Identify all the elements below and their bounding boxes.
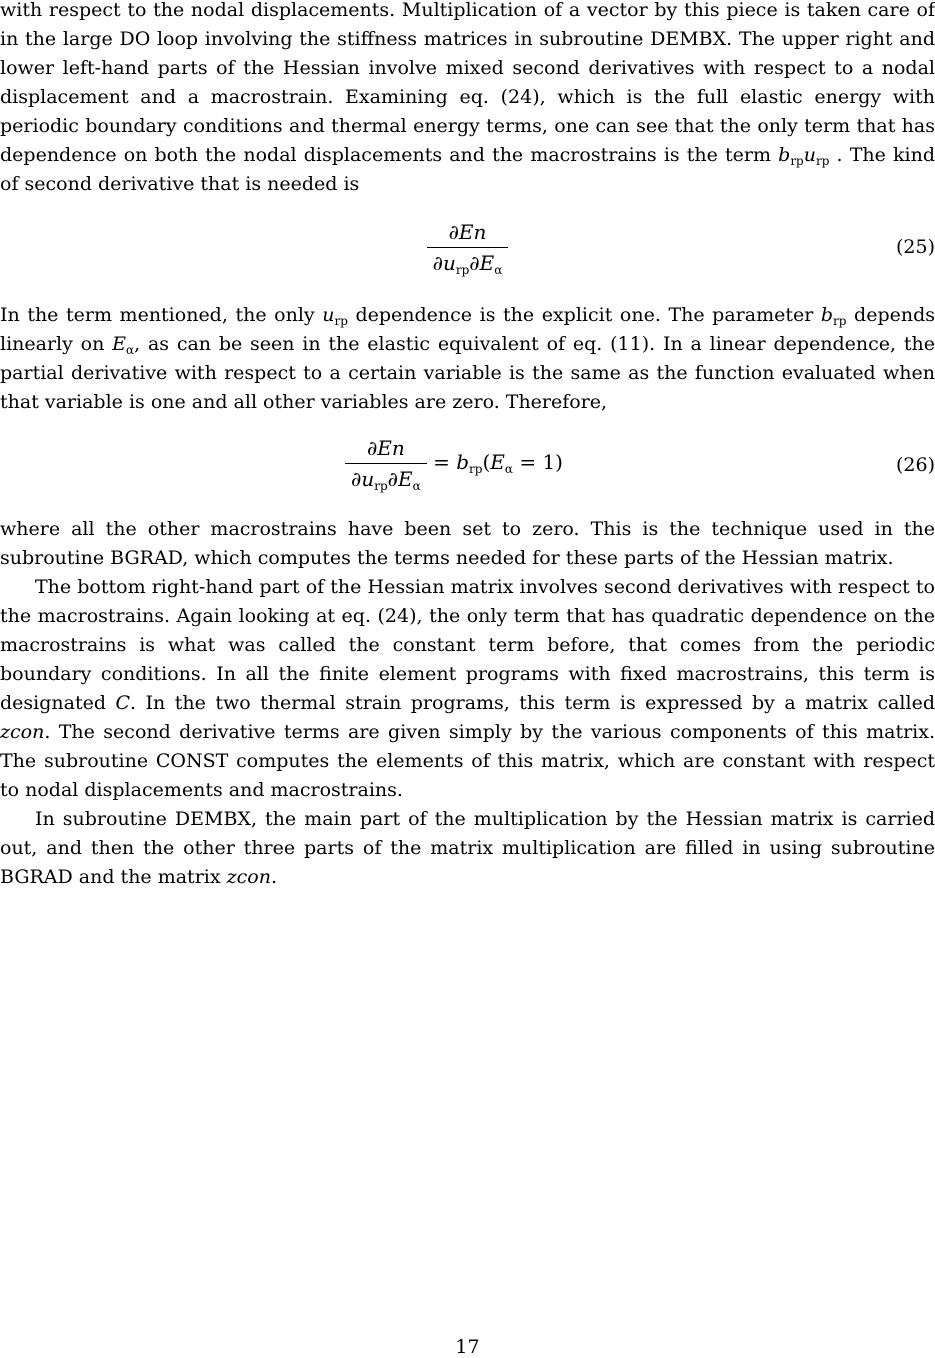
paragraph-4: The bottom right-hand part of the Hessian matrix involves second derivatives with respect to the macrostrains. Again looking at eq. (24), the only term that has quadratic dependence on the macrostrains is what was called the constant term before, that comes from the periodic boundary conditions. In all the finite element programs with fixed macrostrains, this term is designated C. In the two thermal strain programs, this term is expressed by a matrix called zcon. The second derivative terms are given simply by the various components of this matrix. The subroutine CONST computes the elements of this matrix, which are constant with respect to nodal displacements and macrostrains. (0, 576, 935, 801)
fraction: $\frac{\partial En}{\partial u_{rp}\partial E_\alpha}$ (427, 220, 509, 275)
equation-number: (25) (895, 236, 935, 258)
paragraph-2: In the term mentioned, the only $u_{rp}$ dependence is the explicit one. The parameter $b_{rp}$ depends linearly on $E_\alpha$, as can be seen in the elastic equivalent of eq. (11). In a linear dependence, the partial derivative with respect to a certain variable is the same as the function evaluated when that variable is one and all other variables are zero. Therefore, (0, 304, 935, 413)
document-page: with respect to the nodal displacements. Multiplication of a vector by this piece is taken care of in the large DO loop involving the stiffness matrices in subroutine DEMBX. The upper right and lower left-hand parts of the Hessian involve mixed second derivatives with respect to a nodal displacement and a macrostrain. Examining eq. (24), which is the full elastic energy with periodic boundary conditions and thermal energy terms, one can see that the only term that has dependence on both the nodal displacements and the macrostrains is the term $b_{rp}u_{rp}$ . The kind of second derivative that is needed is $\frac{\partial En}{\partial u_{rp}\partial E_\alpha}$ (25) In the term mentioned, the only $u_{rp}$ dependence is the explicit one. The parameter $b_{rp}$ depends linearly on $E_\alpha$, as can be seen in the elastic equivalent of eq. (11). In a linear dependence, the partial derivative with respect to a certain variable is the same as the function evaluated when that variable is one and all other variables are zero. Therefore, $\frac{\partial En}{\partial u_{rp}\partial E_\alpha}$ = $b_{rp}(E_\alpha = 1)$ (26) where all the other macrostrains have been set to zero. This is the technique used in the subroutine BGRAD, which computes the terms needed for these parts of the Hessian matrix. The bottom right-hand part of the Hessian matrix involves second derivatives with respect to the macrostrains. Again looking at eq. (24), the only term that has quadratic dependence on the macrostrains is what was called the constant term before, that comes from the periodic boundary conditions. In all the finite element programs with fixed macrostrains, this term is designated C. In the two thermal strain programs, this term is expressed by a matrix called zcon. The second derivative terms are given simply by the various components of this matrix. The subroutine CONST computes the elements of this matrix, which are constant with respect to nodal displacements and macrostrains. In subroutine DEMBX, the main part of the multiplication by the Hessian matrix is carried out, and then the other three parts of the matrix multiplication are filled in using subroutine BGRAD and the matrix zcon. 17 (0, 0, 935, 1357)
equation-number: (26) (895, 454, 935, 476)
math-var-b: b (778, 144, 791, 166)
paragraph-3: where all the other macrostrains have been set to zero. This is the technique used in the subroutine BGRAD, which computes the terms needed for these parts of the Hessian matrix. (0, 518, 935, 569)
paragraph-1: with respect to the nodal displacements. Multiplication of a vector by this piece is taken care of in the large DO loop involving the stiffness matrices in subroutine DEMBX. The upper right and lower left-hand parts of the Hessian involve mixed second derivatives with respect to a nodal displacement and a macrostrain. Examining eq. (24), which is the full elastic energy with periodic boundary conditions and thermal energy terms, one can see that the only term that has dependence on both the nodal displacements and the macrostrains is the term $b_{rp}u_{rp}$ . The kind of second derivative that is needed is (0, 0, 935, 195)
paragraph-5: In subroutine DEMBX, the main part of the multiplication by the Hessian matrix is carried out, and then the other three parts of the matrix multiplication are filled in using subroutine BGRAD and the matrix zcon. (0, 808, 935, 888)
page-number: 17 (455, 1336, 480, 1358)
math-var-u: u (803, 144, 816, 166)
fraction: $\frac{\partial En}{\partial u_{rp}\partial E_\alpha}$ (345, 436, 427, 491)
equation-25 (0, 220, 935, 275)
